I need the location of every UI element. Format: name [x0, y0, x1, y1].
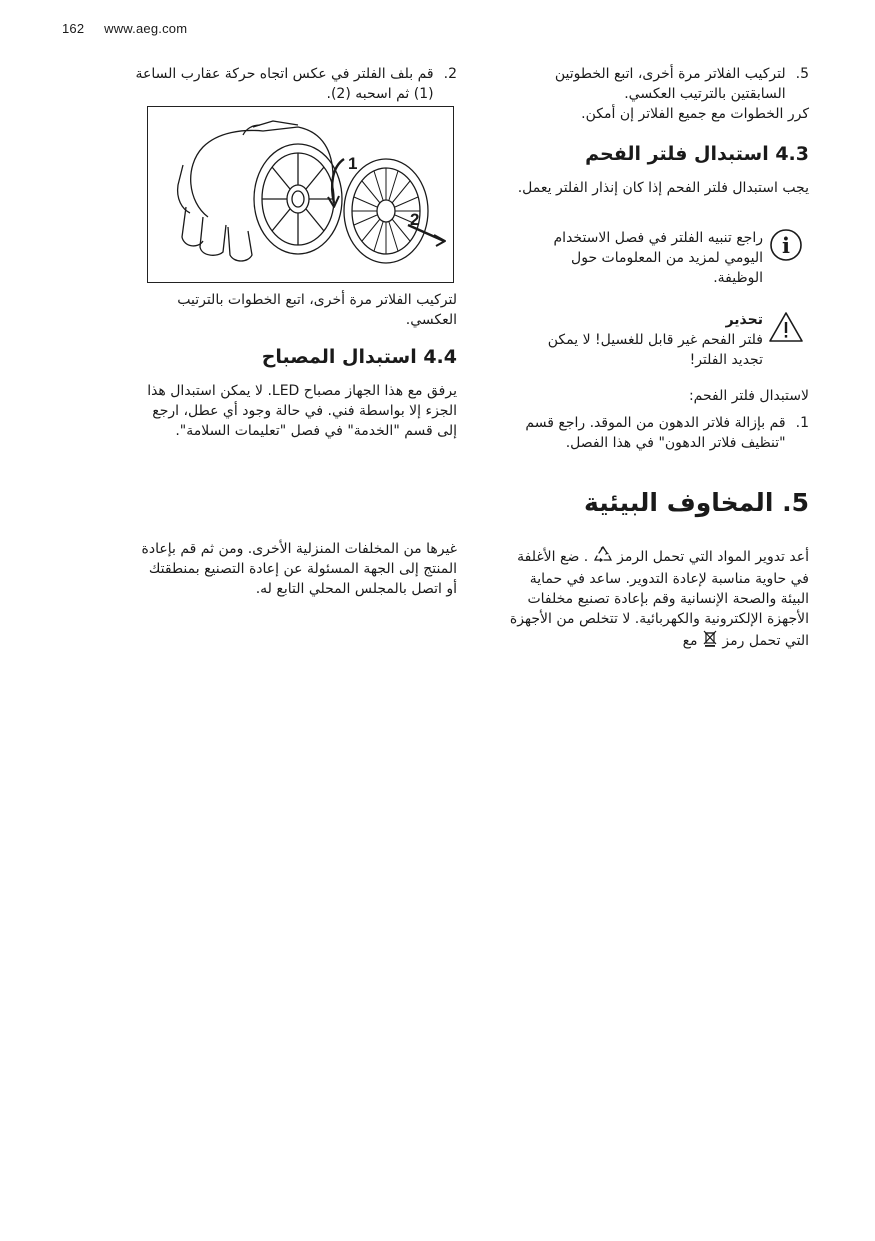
- crossed-bin-icon: [702, 629, 718, 653]
- step-5-text: لتركيب الفلاتر مرة أخرى، اتبع الخطوتين السابقتين بالترتيب العكسي.: [554, 66, 786, 102]
- figure-label-1: 1: [348, 154, 358, 173]
- replace-intro: لاستبدال فلتر الفحم:: [688, 388, 809, 404]
- section-4-3-intro: يجب استبدال فلتر الفحم إذا كان إنذار الفلتر يعمل.: [517, 180, 809, 196]
- repeat-text: كرر الخطوات مع جميع الفلاتر إن أمكن.: [581, 106, 809, 122]
- section-4-3-title: 4.3 استبدال فلتر الفحم: [585, 143, 809, 165]
- warning-triangle-icon: [763, 310, 809, 344]
- step-5: [509, 64, 809, 124]
- section-5-title: 5. المخاوف البيئية: [584, 488, 809, 517]
- environment-text-right: [497, 545, 809, 653]
- warning-note: [509, 310, 809, 370]
- step-2-number: 2.: [443, 66, 457, 82]
- env-text-1b: . ضع الأغلفة في حاوية مناسبة لإعادة التدوير. ساعد في حماية البيئة والصحة الإنسانية وقم بإعادة تصنيع مخلفات الأجهزة الإلكترونية والكهربائية. لا تتخلص من الأجهزة التي تحمل رمز: [509, 549, 809, 649]
- info-icon: [763, 228, 809, 262]
- svg-text:i: i: [782, 233, 790, 258]
- step-1-number: 1.: [795, 415, 809, 431]
- recycle-icon: [593, 545, 613, 569]
- website-link[interactable]: www.aeg.com: [104, 21, 188, 36]
- env-text-1c: مع: [682, 633, 698, 649]
- reinstall-text-block: [135, 290, 457, 330]
- section-4-4-text: يرفق مع هذا الجهاز مصباح LED. لا يمكن استبدال هذا الجزء إلا بواسطة فني. في حالة وجود أي عطل، ارجع إلى قسم "الخدمة" في فصل "تعليمات السلامة".: [147, 383, 457, 439]
- section-5: [509, 486, 809, 520]
- page-number: 162: [62, 21, 85, 36]
- env-text-2: غيرها من المخلفات المنزلية الأخرى. ومن ثم قم بإعادة المنتج إلى الجهة المسئولة عن إعادة التصنيع بمنطقتك أو اتصل بالمجلس المحلي التابع له.: [141, 541, 457, 597]
- step-2: [135, 64, 457, 104]
- step-5-number: 5.: [795, 66, 809, 82]
- step-2-text: قم بلف الفلتر في عكس اتجاه حركة عقارب الساعة (1) ثم اسحبه (2).: [135, 66, 434, 102]
- step-1: [509, 413, 809, 453]
- filter-removal-illustration: [147, 106, 454, 283]
- section-4-4-title: 4.4 استبدال المصباح: [261, 346, 457, 368]
- env-text-1a: أعد تدوير المواد التي تحمل الرمز: [617, 549, 809, 565]
- filter-diagram: [148, 107, 453, 282]
- step-1-text: قم بإزالة فلاتر الدهون من الموقد. راجع قسم "تنظيف فلاتر الدهون" في هذا الفصل.: [525, 415, 786, 451]
- section-4-4-body: [135, 381, 457, 441]
- section-4-4: [135, 344, 457, 370]
- reinstall-text: لتركيب الفلاتر مرة أخرى، اتبع الخطوات بالترتيب العكسي.: [177, 292, 457, 328]
- warning-text: فلتر الفحم غير قابل للغسيل! لا يمكن تجديد الفلتر!: [547, 332, 763, 368]
- environment-text-left: [135, 539, 457, 599]
- replace-intro-block: [509, 386, 809, 406]
- section-4-3-intro-block: [509, 178, 809, 198]
- warning-title: تحذير: [725, 312, 763, 328]
- figure-label-2: 2: [410, 210, 420, 229]
- section-4-3: [509, 141, 809, 167]
- info-note-text: راجع تنبيه الفلتر في فصل الاستخدام اليومي لمزيد من المعلومات حول الوظيفة.: [553, 230, 763, 286]
- page-header: [62, 21, 203, 36]
- info-note: [509, 228, 809, 288]
